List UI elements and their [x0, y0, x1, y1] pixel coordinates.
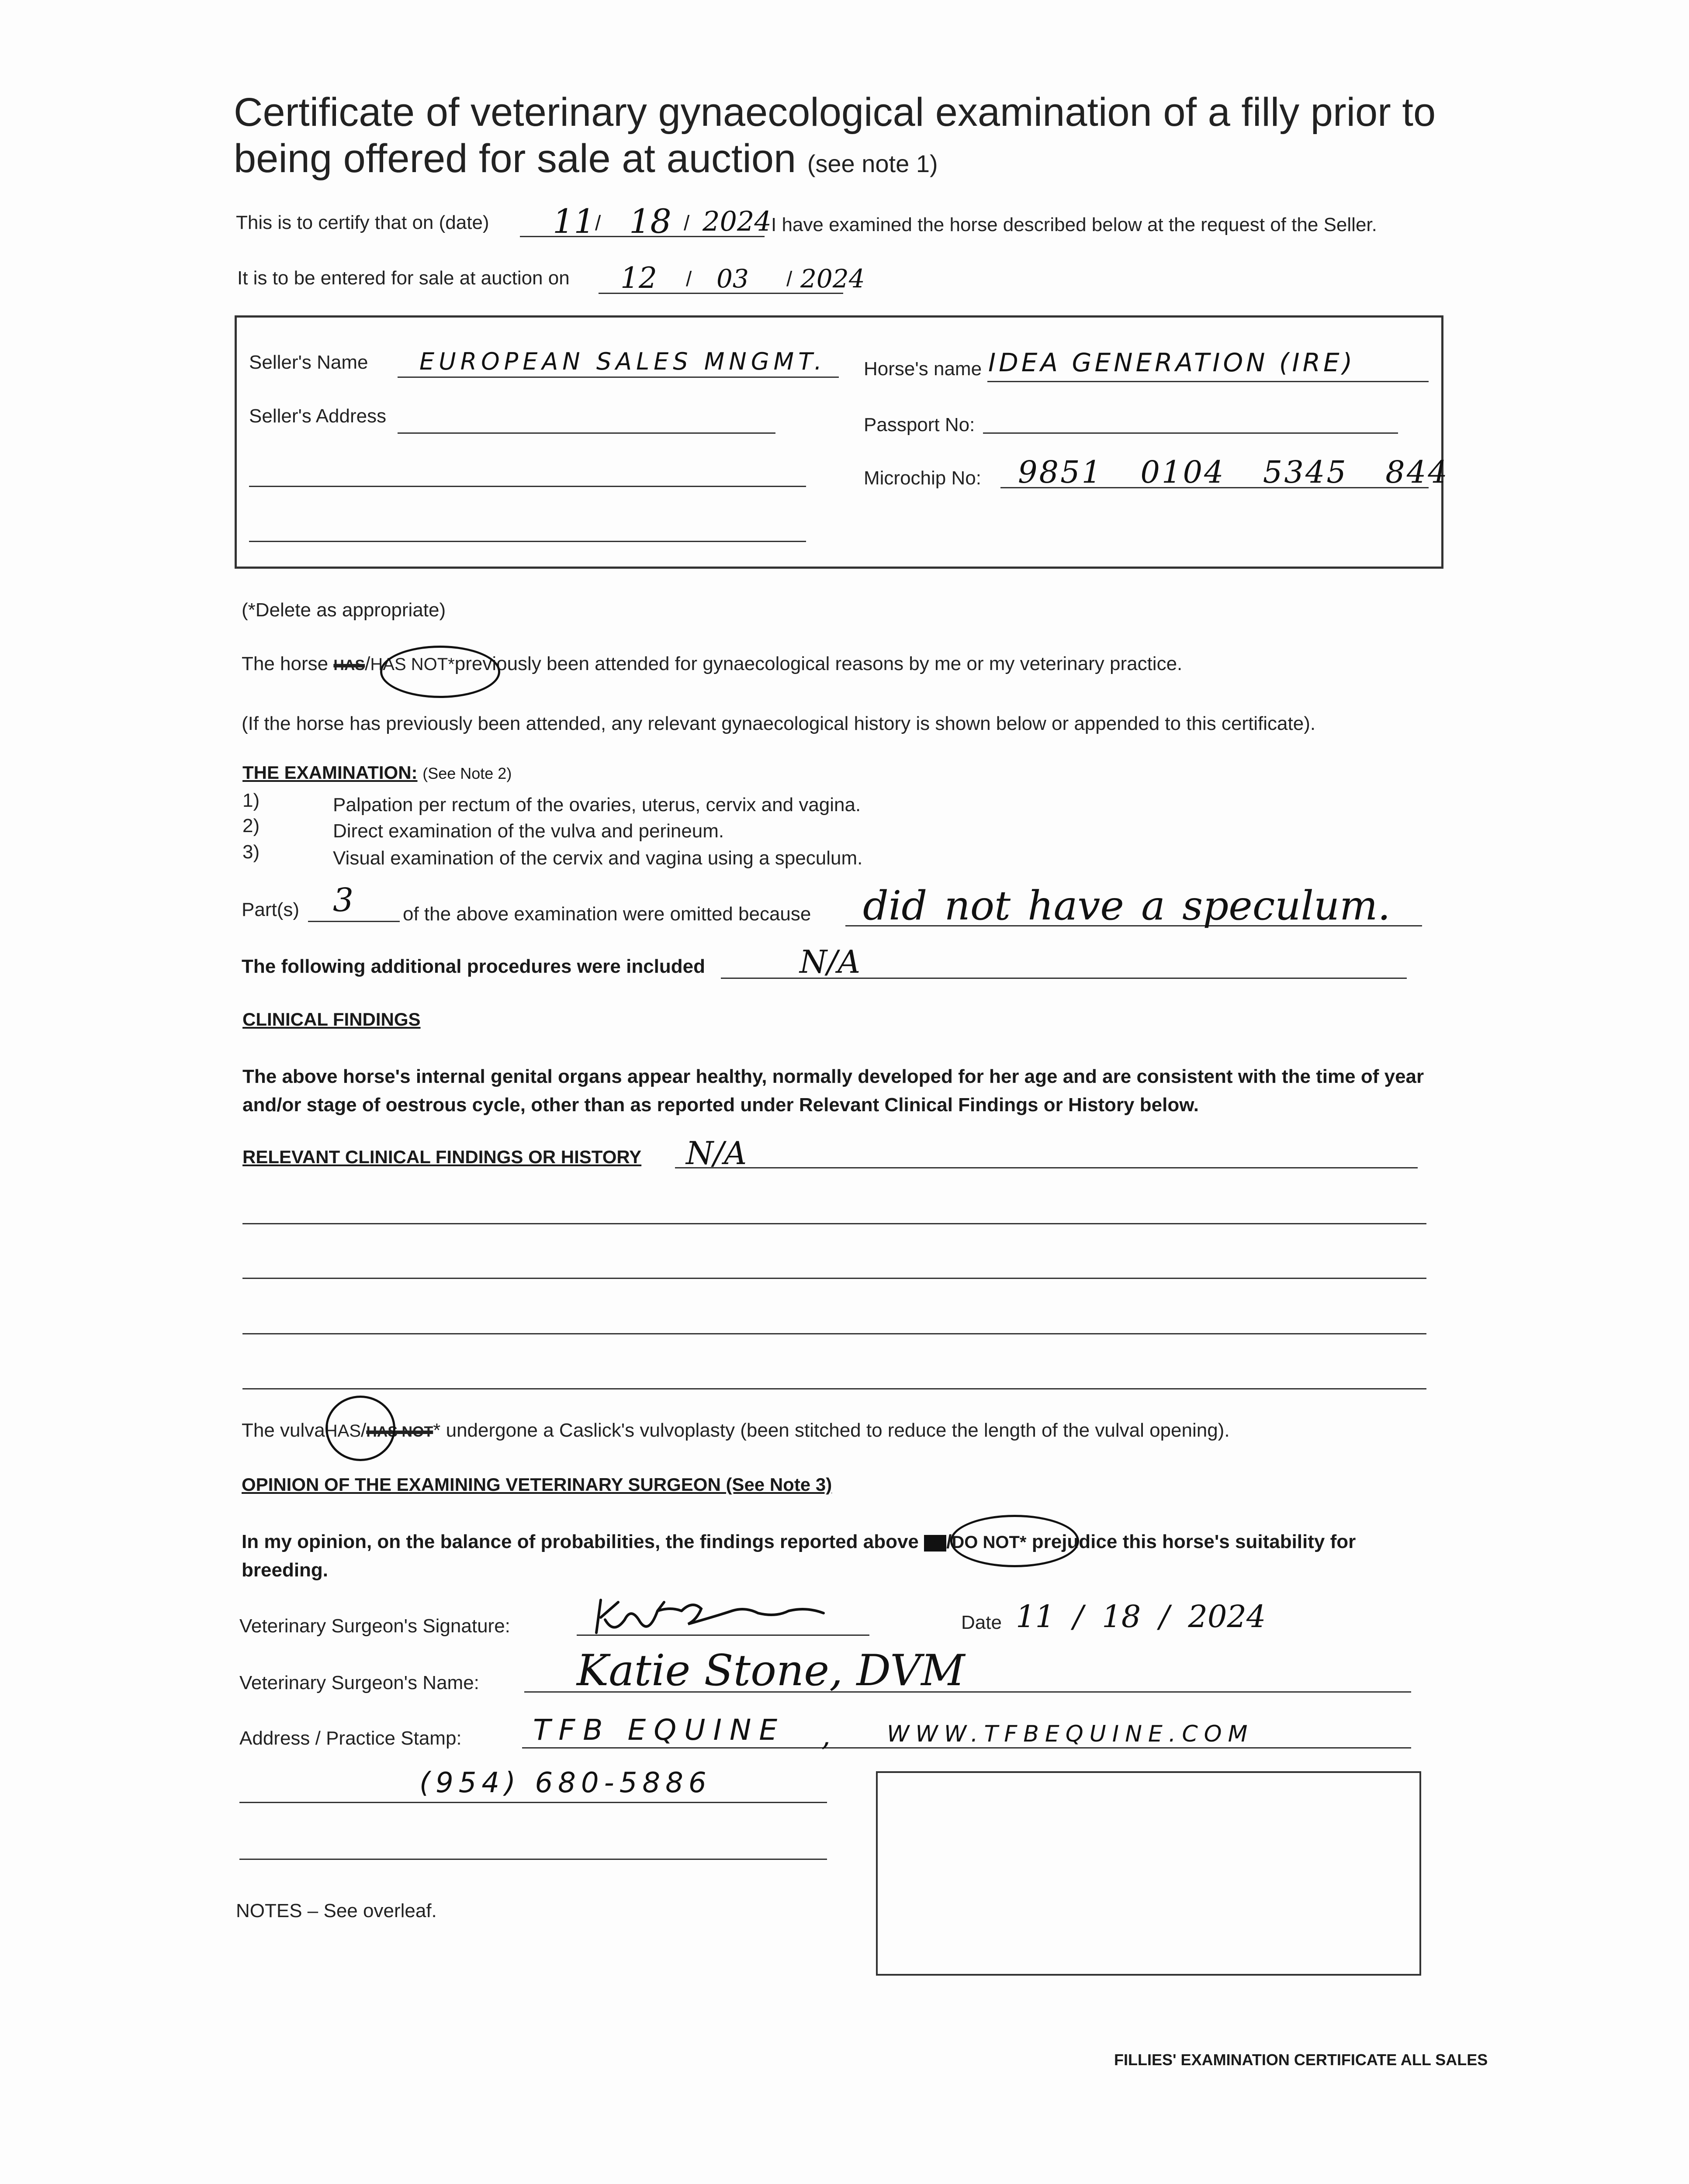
omitted-parts-value: 3	[333, 881, 354, 919]
vulva-prefix: The vulva	[242, 1420, 325, 1441]
certify-prefix: This is to certify that on (date)	[236, 212, 489, 233]
relevant-value: N/A	[686, 1135, 747, 1171]
attended-prefix: The horse	[242, 653, 329, 674]
attended-option-has-not: HAS NOT*	[370, 655, 455, 674]
title-note: (see note 1)	[807, 149, 938, 177]
exam-item-2-num: 2)	[242, 815, 260, 836]
certify-sep-1: /	[595, 212, 601, 235]
do-not-circle	[950, 1515, 1079, 1567]
practice-stamp-box	[876, 1771, 1421, 1976]
relevant-line-4	[242, 1333, 1426, 1334]
certify-month: 11	[553, 202, 595, 241]
attended-note: (If the horse has previously been attended, any relevant gynaecological history is shown below or appended to this certificate).	[242, 713, 1316, 734]
opinion-heading: OPINION OF THE EXAMINING VETERINARY SURGEON (See Note 3)	[242, 1474, 832, 1495]
opinion-option-do: DO	[924, 1535, 947, 1552]
address-blank-line	[239, 1859, 827, 1860]
certify-year: 2024	[703, 205, 772, 237]
relevant-line-3	[242, 1278, 1426, 1279]
attended-suffix: previously been attended for gynaecological reasons by me or my veterinary practice.	[454, 653, 1183, 674]
horse-name-line	[987, 381, 1429, 382]
delete-note: (*Delete as appropriate)	[242, 599, 446, 621]
exam-item-3-text: Visual examination of the cervix and vagina using a speculum.	[333, 847, 863, 869]
horse-name-label: Horse's name	[864, 358, 982, 380]
omitted-parts-line	[308, 921, 400, 922]
omitted-label: Part(s)	[242, 899, 299, 920]
signature-label: Veterinary Surgeon's Signature:	[239, 1615, 510, 1637]
microchip-value: 9851 0104 5345 844	[1018, 454, 1449, 490]
address-comma: ,	[821, 1719, 831, 1752]
clinical-heading: CLINICAL FINDINGS	[242, 1009, 421, 1030]
attended-option-has: HAS	[333, 657, 365, 674]
opinion-statement	[242, 1531, 1356, 1553]
certify-suffix: I have examined the horse described below at the request of the Seller.	[771, 214, 1377, 235]
auction-day: 03	[716, 264, 749, 294]
examination-heading-note: (See Note 2)	[422, 764, 512, 782]
vulva-option-has: HAS	[325, 1421, 361, 1441]
clinical-text-2: and/or stage of oestrous cycle, other than as reported under Relevant Clinical Findings or History below.	[242, 1094, 1199, 1116]
has-not-circle	[380, 646, 500, 698]
footer-text: FILLIES' EXAMINATION CERTIFICATE ALL SALES	[1114, 2051, 1488, 2069]
phone-line	[239, 1802, 827, 1803]
relevant-line-5	[242, 1388, 1426, 1389]
seller-name-label: Seller's Name	[249, 352, 368, 373]
relevant-line-2	[242, 1223, 1426, 1224]
surgeon-date: 11 / 18 / 2024	[1016, 1599, 1266, 1635]
practice-name: TFB EQUINE	[533, 1713, 786, 1747]
seller-name-value: EUROPEAN SALES MNGMT.	[419, 348, 826, 375]
opinion-option-do-not: DO NOT*	[952, 1533, 1027, 1552]
certify-sep-2: /	[684, 212, 690, 235]
relevant-heading: RELEVANT CLINICAL FINDINGS OR HISTORY	[242, 1147, 642, 1167]
auction-month: 12	[620, 261, 657, 295]
exam-item-1-num: 1)	[242, 790, 260, 811]
page-title	[234, 90, 1436, 182]
certify-day: 18	[629, 202, 671, 241]
vulva-option-has-not: HAS NOT	[366, 1424, 433, 1440]
opinion-prefix: In my opinion, on the balance of probabilities, the findings reported above	[242, 1531, 919, 1552]
date-label: Date	[961, 1612, 1002, 1633]
omitted-reason-value: did not have a speculum.	[863, 882, 1391, 929]
surgeon-name-label: Veterinary Surgeon's Name:	[239, 1672, 479, 1693]
address-label: Address / Practice Stamp:	[239, 1728, 462, 1749]
address-line	[522, 1747, 1411, 1749]
practice-website: WWW.TFBEQUINE.COM	[887, 1721, 1254, 1747]
title-line-1: Certificate of veterinary gynaecological examination of a filly prior to	[234, 90, 1436, 135]
notes-text: NOTES – See overleaf.	[236, 1900, 437, 1921]
auction-sep-2: /	[786, 268, 793, 291]
opinion-suffix: prejudice this horse's suitability for	[1031, 1531, 1356, 1552]
practice-phone: (954) 680-5886	[419, 1767, 712, 1799]
seller-address-line-2	[249, 486, 806, 487]
exam-item-3-num: 3)	[242, 841, 260, 863]
passport-line	[983, 432, 1398, 434]
vulva-slash: /	[361, 1420, 367, 1441]
clinical-text-1: The above horse's internal genital organs appear healthy, normally developed for her age and are consistent with the time of year	[242, 1066, 1424, 1087]
surgeon-name-value: Katie Stone, DVM	[577, 1646, 965, 1696]
attended-slash: /	[365, 653, 370, 674]
seller-name-line	[398, 377, 839, 378]
auction-label: It is to be entered for sale at auction on	[237, 267, 570, 289]
vulva-has-circle	[325, 1396, 395, 1461]
seller-address-line-3	[249, 541, 806, 542]
title-line-2: being offered for sale at auction (see note 1)	[234, 136, 938, 181]
relevant-line-1	[675, 1167, 1418, 1168]
opinion-line-2: breeding.	[242, 1559, 329, 1581]
passport-label: Passport No:	[864, 414, 975, 435]
seller-address-line-1	[398, 432, 775, 434]
exam-item-2-text: Direct examination of the vulva and perineum.	[333, 820, 724, 842]
auction-sep-1: /	[686, 268, 692, 291]
vulva-suffix: * undergone a Caslick's vulvoplasty (been stitched to reduce the length of the vulval opening).	[433, 1420, 1230, 1441]
auction-year: 2024	[800, 264, 865, 294]
opinion-slash: /	[946, 1531, 952, 1552]
horse-name-value: IDEA GENERATION (IRE)	[988, 348, 1356, 377]
additional-value: N/A	[800, 943, 861, 980]
examination-heading: THE EXAMINATION: (See Note 2)	[242, 762, 512, 783]
microchip-label: Microchip No:	[864, 467, 981, 489]
signature-image	[588, 1593, 841, 1637]
omitted-middle: of the above examination were omitted because	[403, 903, 811, 925]
exam-item-1-text: Palpation per rectum of the ovaries, uterus, cervix and vagina.	[333, 794, 861, 816]
seller-address-label: Seller's Address	[249, 405, 387, 427]
additional-label: The following additional procedures were included	[242, 956, 706, 977]
